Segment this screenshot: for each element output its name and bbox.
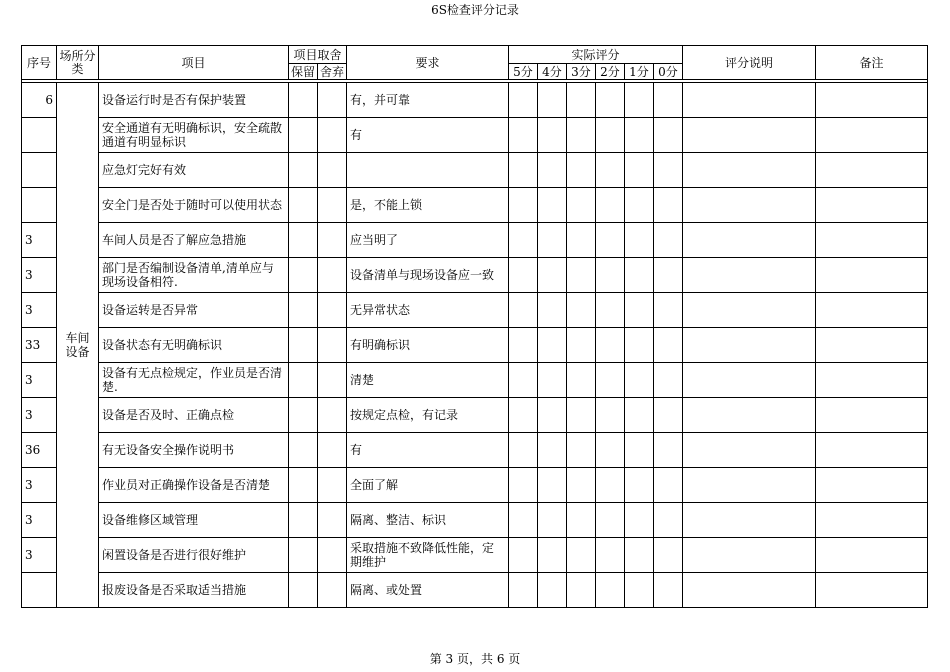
row-number: 3 bbox=[22, 363, 57, 398]
header-score-0: 0分 bbox=[654, 64, 683, 80]
keep-cell[interactable] bbox=[289, 398, 318, 433]
row-number: 3 bbox=[22, 503, 57, 538]
item-text: 设备运行时是否有保护装置 bbox=[99, 83, 289, 118]
score-cell[interactable] bbox=[625, 153, 654, 188]
score-cell[interactable] bbox=[567, 573, 596, 608]
score-cell[interactable] bbox=[596, 258, 625, 293]
drop-cell[interactable] bbox=[318, 328, 347, 363]
score-cell[interactable] bbox=[509, 223, 538, 258]
keep-cell[interactable] bbox=[289, 153, 318, 188]
score-cell[interactable] bbox=[596, 153, 625, 188]
requirement-text: 有明确标识 bbox=[347, 328, 509, 363]
drop-cell[interactable] bbox=[318, 293, 347, 328]
score-cell[interactable] bbox=[538, 293, 567, 328]
header-requirement: 要求 bbox=[347, 46, 509, 80]
table-row bbox=[22, 223, 928, 258]
score-cell[interactable] bbox=[567, 328, 596, 363]
score-cell[interactable] bbox=[654, 573, 683, 608]
score-cell[interactable] bbox=[654, 258, 683, 293]
score-cell[interactable] bbox=[654, 503, 683, 538]
table-row bbox=[22, 153, 928, 188]
item-text: 设备有无点检规定，作业员是否清楚. bbox=[99, 363, 289, 398]
header-score-4: 4分 bbox=[538, 64, 567, 80]
score-cell[interactable] bbox=[509, 538, 538, 573]
item-text: 闲置设备是否进行很好维护 bbox=[99, 538, 289, 573]
score-cell[interactable] bbox=[596, 328, 625, 363]
note-cell[interactable] bbox=[816, 258, 928, 293]
drop-cell[interactable] bbox=[318, 118, 347, 153]
note-cell[interactable] bbox=[816, 503, 928, 538]
score-cell[interactable] bbox=[654, 363, 683, 398]
score-cell[interactable] bbox=[654, 328, 683, 363]
score-description-cell[interactable] bbox=[683, 503, 816, 538]
item-text: 应急灯完好有效 bbox=[99, 153, 289, 188]
score-cell[interactable] bbox=[596, 83, 625, 118]
table-row bbox=[22, 83, 928, 118]
table-row bbox=[22, 363, 928, 398]
score-cell[interactable] bbox=[596, 363, 625, 398]
table-row bbox=[22, 328, 928, 363]
drop-cell[interactable] bbox=[318, 538, 347, 573]
score-cell[interactable] bbox=[596, 503, 625, 538]
requirement-text: 有，并可靠 bbox=[347, 83, 509, 118]
score-description-cell[interactable] bbox=[683, 363, 816, 398]
note-cell[interactable] bbox=[816, 363, 928, 398]
item-text: 有无设备安全操作说明书 bbox=[99, 433, 289, 468]
score-cell[interactable] bbox=[538, 363, 567, 398]
drop-cell[interactable] bbox=[318, 503, 347, 538]
requirement-text: 清楚 bbox=[347, 363, 509, 398]
row-number: 3 bbox=[22, 223, 57, 258]
score-cell[interactable] bbox=[509, 118, 538, 153]
score-cell[interactable] bbox=[596, 433, 625, 468]
score-cell[interactable] bbox=[567, 398, 596, 433]
score-cell[interactable] bbox=[567, 538, 596, 573]
header-area: 场所分类 bbox=[57, 46, 99, 80]
score-cell[interactable] bbox=[509, 363, 538, 398]
header-item: 项目 bbox=[99, 46, 289, 80]
document-title: 6S检查评分记录 bbox=[431, 3, 519, 17]
score-cell[interactable] bbox=[509, 398, 538, 433]
header-actual-score: 实际评分 bbox=[509, 46, 683, 64]
score-description-cell[interactable] bbox=[683, 83, 816, 118]
drop-cell[interactable] bbox=[318, 433, 347, 468]
score-cell[interactable] bbox=[596, 293, 625, 328]
note-cell[interactable] bbox=[816, 293, 928, 328]
score-cell[interactable] bbox=[538, 503, 567, 538]
drop-cell[interactable] bbox=[318, 188, 347, 223]
score-cell[interactable] bbox=[538, 398, 567, 433]
score-cell[interactable] bbox=[509, 328, 538, 363]
note-cell[interactable] bbox=[816, 573, 928, 608]
score-cell[interactable] bbox=[567, 433, 596, 468]
table-row bbox=[22, 468, 928, 503]
drop-cell[interactable] bbox=[318, 398, 347, 433]
score-cell[interactable] bbox=[625, 293, 654, 328]
table-row bbox=[22, 118, 928, 153]
header-score-2: 2分 bbox=[596, 64, 625, 80]
score-cell[interactable] bbox=[567, 468, 596, 503]
item-text: 安全门是否处于随时可以使用状态 bbox=[99, 188, 289, 223]
drop-cell[interactable] bbox=[318, 223, 347, 258]
row-number: 3 bbox=[22, 293, 57, 328]
item-text: 设备运转是否异常 bbox=[99, 293, 289, 328]
score-description-cell[interactable] bbox=[683, 573, 816, 608]
row-number: 6 bbox=[22, 83, 57, 118]
row-number bbox=[22, 153, 57, 188]
table-row bbox=[22, 258, 928, 293]
item-text: 部门是否编制设备清单,清单应与现场设备相符. bbox=[99, 258, 289, 293]
score-description-cell[interactable] bbox=[683, 118, 816, 153]
score-cell[interactable] bbox=[654, 118, 683, 153]
score-cell[interactable] bbox=[625, 503, 654, 538]
score-cell[interactable] bbox=[538, 83, 567, 118]
score-cell[interactable] bbox=[538, 223, 567, 258]
header-keep: 保留 bbox=[289, 64, 318, 80]
row-number: 3 bbox=[22, 538, 57, 573]
note-cell[interactable] bbox=[816, 328, 928, 363]
score-description-cell[interactable] bbox=[683, 153, 816, 188]
score-cell[interactable] bbox=[567, 363, 596, 398]
score-cell[interactable] bbox=[654, 83, 683, 118]
score-cell[interactable] bbox=[625, 363, 654, 398]
requirement-text: 采取措施不致降低性能，定期维护 bbox=[347, 538, 509, 573]
requirement-text: 有 bbox=[347, 433, 509, 468]
score-cell[interactable] bbox=[654, 398, 683, 433]
score-cell[interactable] bbox=[509, 503, 538, 538]
score-cell[interactable] bbox=[509, 83, 538, 118]
keep-cell[interactable] bbox=[289, 538, 318, 573]
requirement-text: 应当明了 bbox=[347, 223, 509, 258]
row-number: 36 bbox=[22, 433, 57, 468]
keep-cell[interactable] bbox=[289, 293, 318, 328]
keep-cell[interactable] bbox=[289, 433, 318, 468]
inspection-table bbox=[21, 45, 928, 608]
header-note: 备注 bbox=[816, 46, 928, 80]
score-cell[interactable] bbox=[509, 293, 538, 328]
score-cell[interactable] bbox=[625, 468, 654, 503]
table-row bbox=[22, 538, 928, 573]
score-cell[interactable] bbox=[509, 468, 538, 503]
score-cell[interactable] bbox=[538, 188, 567, 223]
score-cell[interactable] bbox=[509, 188, 538, 223]
score-cell[interactable] bbox=[654, 223, 683, 258]
area-category: 车间设备 bbox=[57, 83, 99, 608]
item-text: 安全通道有无明确标识，安全疏散通道有明显标识 bbox=[99, 118, 289, 153]
score-cell[interactable] bbox=[538, 328, 567, 363]
note-cell[interactable] bbox=[816, 118, 928, 153]
note-cell[interactable] bbox=[816, 433, 928, 468]
header-score-3: 3分 bbox=[567, 64, 596, 80]
score-cell[interactable] bbox=[654, 188, 683, 223]
score-cell[interactable] bbox=[567, 83, 596, 118]
requirement-text bbox=[347, 153, 509, 188]
score-cell[interactable] bbox=[625, 328, 654, 363]
score-cell[interactable] bbox=[625, 118, 654, 153]
score-cell[interactable] bbox=[596, 538, 625, 573]
header-choice: 项目取舍 bbox=[289, 46, 347, 64]
score-cell[interactable] bbox=[567, 118, 596, 153]
score-cell[interactable] bbox=[567, 258, 596, 293]
score-description-cell[interactable] bbox=[683, 468, 816, 503]
score-cell[interactable] bbox=[625, 258, 654, 293]
score-cell[interactable] bbox=[596, 118, 625, 153]
drop-cell[interactable] bbox=[318, 83, 347, 118]
score-cell[interactable] bbox=[596, 188, 625, 223]
header-score-5: 5分 bbox=[509, 64, 538, 80]
note-cell[interactable] bbox=[816, 153, 928, 188]
keep-cell[interactable] bbox=[289, 363, 318, 398]
header-no: 序号 bbox=[22, 46, 57, 80]
item-text: 设备维修区域管理 bbox=[99, 503, 289, 538]
score-cell[interactable] bbox=[509, 153, 538, 188]
requirement-text: 全面了解 bbox=[347, 468, 509, 503]
score-cell[interactable] bbox=[538, 468, 567, 503]
row-number bbox=[22, 188, 57, 223]
score-cell[interactable] bbox=[625, 188, 654, 223]
note-cell[interactable] bbox=[816, 468, 928, 503]
table-row bbox=[22, 433, 928, 468]
item-text: 设备是否及时、正确点检 bbox=[99, 398, 289, 433]
score-cell[interactable] bbox=[596, 468, 625, 503]
score-cell[interactable] bbox=[567, 223, 596, 258]
row-number: 3 bbox=[22, 468, 57, 503]
requirement-text: 隔离、或处置 bbox=[347, 573, 509, 608]
row-number: 3 bbox=[22, 258, 57, 293]
note-cell[interactable] bbox=[816, 188, 928, 223]
drop-cell[interactable] bbox=[318, 573, 347, 608]
keep-cell[interactable] bbox=[289, 188, 318, 223]
score-cell[interactable] bbox=[625, 398, 654, 433]
score-cell[interactable] bbox=[567, 293, 596, 328]
table-row bbox=[22, 503, 928, 538]
score-cell[interactable] bbox=[567, 153, 596, 188]
score-description-cell[interactable] bbox=[683, 433, 816, 468]
score-cell[interactable] bbox=[625, 223, 654, 258]
requirement-text: 是，不能上锁 bbox=[347, 188, 509, 223]
score-cell[interactable] bbox=[538, 573, 567, 608]
score-cell[interactable] bbox=[509, 433, 538, 468]
drop-cell[interactable] bbox=[318, 468, 347, 503]
drop-cell[interactable] bbox=[318, 153, 347, 188]
score-description-cell[interactable] bbox=[683, 223, 816, 258]
score-cell[interactable] bbox=[625, 83, 654, 118]
score-description-cell[interactable] bbox=[683, 328, 816, 363]
keep-cell[interactable] bbox=[289, 503, 318, 538]
drop-cell[interactable] bbox=[318, 258, 347, 293]
requirement-text: 有 bbox=[347, 118, 509, 153]
score-description-cell[interactable] bbox=[683, 188, 816, 223]
item-text: 报废设备是否采取适当措施 bbox=[99, 573, 289, 608]
requirement-text: 无异常状态 bbox=[347, 293, 509, 328]
row-number bbox=[22, 118, 57, 153]
keep-cell[interactable] bbox=[289, 83, 318, 118]
score-cell[interactable] bbox=[625, 573, 654, 608]
row-number bbox=[22, 573, 57, 608]
score-cell[interactable] bbox=[596, 573, 625, 608]
item-text: 设备状态有无明确标识 bbox=[99, 328, 289, 363]
note-cell[interactable] bbox=[816, 398, 928, 433]
note-cell[interactable] bbox=[816, 538, 928, 573]
requirement-text: 隔离、整洁、标识 bbox=[347, 503, 509, 538]
header-score-1: 1分 bbox=[625, 64, 654, 80]
score-cell[interactable] bbox=[625, 433, 654, 468]
table-row bbox=[22, 293, 928, 328]
score-cell[interactable] bbox=[567, 188, 596, 223]
score-description-cell[interactable] bbox=[683, 538, 816, 573]
score-cell[interactable] bbox=[509, 258, 538, 293]
score-cell[interactable] bbox=[654, 433, 683, 468]
keep-cell[interactable] bbox=[289, 573, 318, 608]
score-cell[interactable] bbox=[625, 538, 654, 573]
score-cell[interactable] bbox=[654, 293, 683, 328]
note-cell[interactable] bbox=[816, 223, 928, 258]
score-description-cell[interactable] bbox=[683, 293, 816, 328]
score-cell[interactable] bbox=[654, 153, 683, 188]
score-cell[interactable] bbox=[538, 258, 567, 293]
score-cell[interactable] bbox=[654, 538, 683, 573]
item-text: 作业员对正确操作设备是否清楚 bbox=[99, 468, 289, 503]
score-description-cell[interactable] bbox=[683, 398, 816, 433]
item-text: 车间人员是否了解应急措施 bbox=[99, 223, 289, 258]
score-description-cell[interactable] bbox=[683, 258, 816, 293]
header-score-description: 评分说明 bbox=[683, 46, 816, 80]
table-row bbox=[22, 188, 928, 223]
header-drop: 舍弃 bbox=[318, 64, 347, 80]
score-cell[interactable] bbox=[596, 223, 625, 258]
requirement-text: 设备清单与现场设备应一致 bbox=[347, 258, 509, 293]
score-cell[interactable] bbox=[654, 468, 683, 503]
score-cell[interactable] bbox=[538, 538, 567, 573]
score-cell[interactable] bbox=[538, 153, 567, 188]
table-row bbox=[22, 573, 928, 608]
score-cell[interactable] bbox=[538, 118, 567, 153]
row-number: 33 bbox=[22, 328, 57, 363]
keep-cell[interactable] bbox=[289, 468, 318, 503]
table-row bbox=[22, 398, 928, 433]
score-cell[interactable] bbox=[596, 398, 625, 433]
score-cell[interactable] bbox=[509, 573, 538, 608]
row-number: 3 bbox=[22, 398, 57, 433]
keep-cell[interactable] bbox=[289, 328, 318, 363]
keep-cell[interactable] bbox=[289, 258, 318, 293]
page-number: 第 3 页，共 6 页 bbox=[429, 652, 521, 666]
keep-cell[interactable] bbox=[289, 118, 318, 153]
requirement-text: 按规定点检，有记录 bbox=[347, 398, 509, 433]
drop-cell[interactable] bbox=[318, 363, 347, 398]
note-cell[interactable] bbox=[816, 83, 928, 118]
score-cell[interactable] bbox=[538, 433, 567, 468]
keep-cell[interactable] bbox=[289, 223, 318, 258]
score-cell[interactable] bbox=[567, 503, 596, 538]
page-footer bbox=[0, 652, 950, 666]
